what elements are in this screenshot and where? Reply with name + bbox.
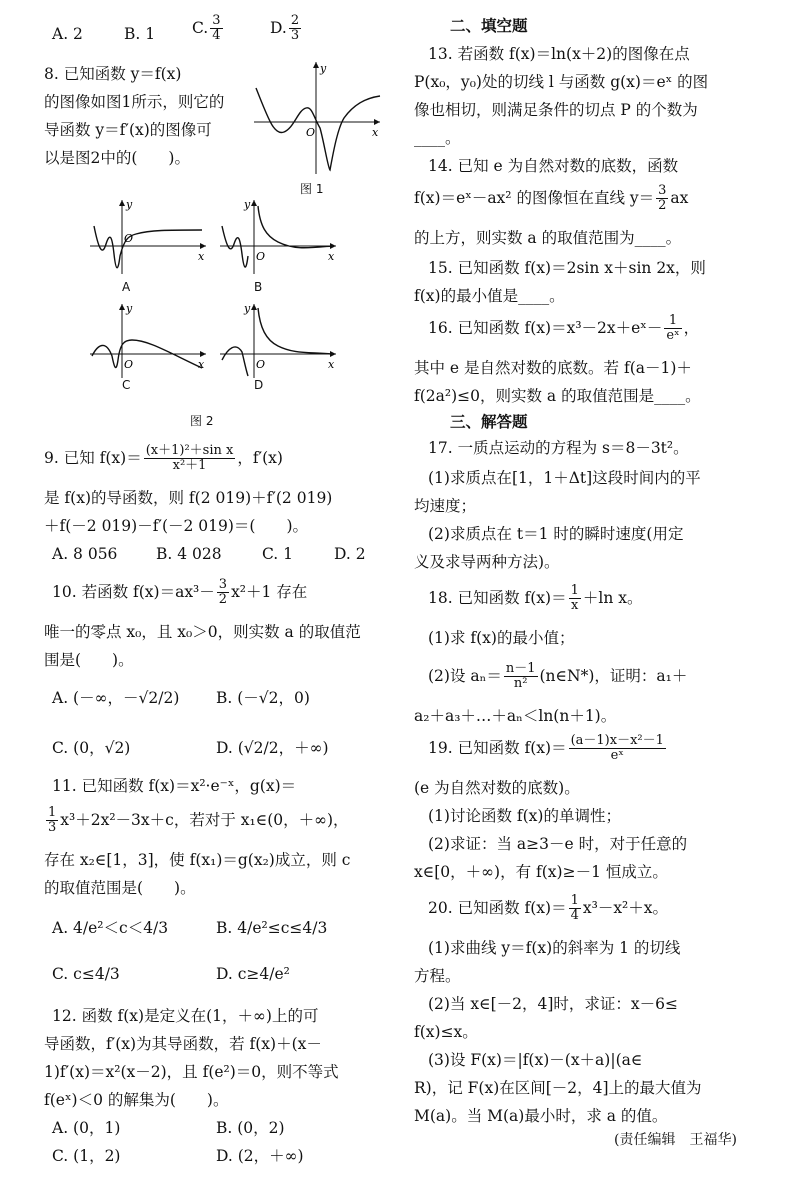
q8-line-2: 的图像如图1所示，则它的 [44,93,225,111]
q11-line-1: 11. 已知函数 f(x)＝x²·e⁻ˣ，g(x)＝ [52,777,297,795]
q12-line-3: 1)f′(x)＝x²(x－2)，且 f(e²)＝0，则不等式 [44,1063,339,1081]
section-answer-title: 三、解答题 [450,413,528,431]
q17-line-1: 17. 一质点运动的方程为 s＝8－3t²。 [428,439,689,457]
q9-line-2: 是 f(x)的导函数，则 f(2 019)＋f′(2 019) [44,489,333,507]
q8-line-3: 导函数 y＝f′(x)的图像可 [44,121,212,139]
q16-line-2: 其中 e 是自然对数的底数。若 f(a－1)＋ [414,359,692,377]
q15-line-2: f(x)的最小值是____。 [414,287,565,305]
svg-text:x: x [328,358,335,371]
q18-line-1: 18. 已知函数 f(x)＝ $\frac{1}{x}$ ＋ln x。 [428,583,643,614]
svg-text:O: O [124,232,134,245]
svg-text:O: O [256,358,266,371]
figure-2-label-c: C [122,378,131,392]
q11-option-a: A. 4/e²＜c＜4/3 [52,919,169,937]
figure-2-graph-d [218,300,338,380]
q9-line-3: ＋f(－2 019)－f′(－2 019)＝( )。 [44,517,309,535]
svg-text:y: y [244,198,251,211]
q20-line-2: (1)求曲线 y＝f(x)的斜率为 1 的切线 [428,939,681,957]
q11-line-2: $\frac{1}{3}$ x³＋2x²－3x＋c，若对于 x₁∈(0，＋∞)， [48,805,349,836]
fig1-y-label: y [320,62,327,75]
q13-line-2: P(x₀，y₀)处的切线 l 与函数 g(x)＝eˣ 的图 [414,73,709,91]
figure-2-caption: 图 2 [190,414,214,428]
q13-line-1: 13. 若函数 f(x)＝ln(x＋2)的图像在点 [428,45,690,63]
q14-line-1: 14. 已知 e 为自然对数的底数，函数 [428,157,679,175]
q9-option-d: D. 2 [334,545,366,563]
q14-line-3: 的上方，则实数 a 的取值范围为____。 [414,229,682,247]
q20-line-4: (2)当 x∈[－2，4]时，求证：x－6≤ [428,995,679,1013]
q17-line-2: (1)求质点在[1，1＋Δt]这段时间内的平 [428,469,701,487]
figure-2-graph-b [218,196,338,276]
q9-option-c: C. 1 [262,545,294,563]
q10-line-2: 唯一的零点 x₀，且 x₀＞0，则实数 a 的取值范 [44,623,361,641]
figure-2-label-a: A [122,280,131,294]
q19-line-1: 19. 已知函数 f(x)＝ $\frac{\text{(a－1)x－x²－1}}{\text{eˣ}}$ [428,733,664,764]
figure-2-label-d: D [254,378,264,392]
q10-option-d: D. (√2/2，＋∞) [216,739,329,757]
q7-option-d: D. $\frac{2}{3}$ [270,13,300,44]
q10-option-b: B. (－√2，0) [216,689,310,707]
q20-line-3: 方程。 [414,967,461,985]
q12-option-a: A. (0，1) [52,1119,121,1137]
figure-2-graph-a [88,196,208,276]
q14-line-2: f(x)＝eˣ－ax² 的图像恒在直线 y＝ $\frac{3}{2}$ ax [414,183,689,214]
q17-line-3: 均速度； [414,497,477,515]
q11-option-d: D. c≥4/e² [216,965,290,983]
fig1-origin-label: O [306,126,316,139]
q12-line-2: 导函数，f′(x)为其导函数，若 f(x)＋(x－ [44,1035,322,1053]
q12-line-4: f(eˣ)＜0 的解集为( )。 [44,1091,229,1109]
q12-option-c: C. (1，2) [52,1147,121,1165]
svg-text:x: x [198,250,205,263]
q20-line-7: R)，记 F(x)在区间[－2，4]上的最大值为 [414,1079,702,1097]
svg-text:x: x [328,250,335,263]
q13-line-3: 像也相切，则满足条件的切点 P 的个数为 [414,101,698,119]
q20-line-8: M(a)。当 M(a)最小时，求 a 的值。 [414,1107,668,1125]
q10-line-1: 10. 若函数 f(x)＝ax³－ $\frac{3}{2}$ x²＋1 存在 [52,577,308,608]
figure-1-caption: 图 1 [300,182,324,196]
svg-text:y: y [126,198,133,211]
q11-line-3: 存在 x₂∈[1，3]，使 f(x₁)＝g(x₂)成立，则 c [44,851,351,869]
section-fill-in-title: 二、填空题 [450,17,528,35]
svg-text:O: O [124,358,134,371]
q16-line-3: f(2a²)≤0，则实数 a 的取值范围是____。 [414,387,701,405]
q10-option-a: A. (－∞，－√2/2) [52,689,180,707]
q19-line-2: (e 为自然对数的底数)。 [414,779,580,797]
q20-line-5: f(x)≤x。 [414,1023,478,1041]
svg-text:y: y [126,302,133,315]
q17-line-4: (2)求质点在 t＝1 时的瞬时速度(用定 [428,525,684,543]
figure-2-label-b: B [254,280,263,294]
q11-option-c: C. c≤4/3 [52,965,120,983]
q12-option-d: D. (2，＋∞) [216,1147,304,1165]
q20-line-1: 20. 已知函数 f(x)＝ $\frac{1}{4}$ x³－x²＋x。 [428,893,669,924]
figure-1-graph [250,58,386,178]
q19-line-4: (2)求证：当 a≥3－e 时，对于任意的 [428,835,688,853]
q7-option-a: A. 2 [52,25,83,43]
q8-line-4: 以是图2中的( )。 [44,149,190,167]
q17-line-5: 义及求导两种方法)。 [414,553,560,571]
q7-option-b: B. 1 [124,25,156,43]
q15-line-1: 15. 已知函数 f(x)＝2sin x＋sin 2x，则 [428,259,706,277]
q9-option-a: A. 8 056 [52,545,118,563]
q12-line-1: 12. 函数 f(x)是定义在(1，＋∞)上的可 [52,1007,319,1025]
q19-line-3: (1)讨论函数 f(x)的单调性； [428,807,621,825]
svg-text:x: x [198,358,205,371]
q18-line-3: (2)设 aₙ＝ $\frac{n-1}{\text{n²}}$ (n∈N*)，证明：a₁＋ [428,661,688,692]
q18-line-4: a₂＋a₃＋…＋aₙ＜ln(n＋1)。 [414,707,617,725]
q10-option-c: C. (0，√2) [52,739,131,757]
q19-line-5: x∈[0，＋∞)，有 f(x)≥－1 恒成立。 [414,863,668,881]
q12-option-b: B. (0，2) [216,1119,285,1137]
q11-option-b: B. 4/e²≤c≤4/3 [216,919,328,937]
q18-line-2: (1)求 f(x)的最小值； [428,629,575,647]
q9-line-1: 9. 已知 f(x)＝ $\frac{\text{(x＋1)²＋sin x}}{\text{x²＋1}}$ ，f′(x) [44,443,283,474]
q11-line-4: 的取值范围是( )。 [44,879,196,897]
q9-option-b: B. 4 028 [156,545,222,563]
svg-text:y: y [244,302,251,315]
q13-line-4: ____。 [414,129,461,147]
figure-2-graph-c [88,300,208,380]
q16-line-1: 16. 已知函数 f(x)＝x³－2x＋eˣ－ $\frac{1}{\text{eˣ}}$ ， [428,313,700,344]
q10-line-3: 围是( )。 [44,651,134,669]
q7-option-c: C. $\frac{3}{4}$ [192,13,221,44]
fig1-x-label: x [372,126,379,139]
q20-line-6: (3)设 F(x)＝|f(x)－(x＋a)|(a∈ [428,1051,643,1069]
editor-signature: (责任编辑 王福华) [614,1132,737,1148]
q8-line-1: 8. 已知函数 y＝f(x) [44,65,182,83]
svg-text:O: O [256,250,266,263]
